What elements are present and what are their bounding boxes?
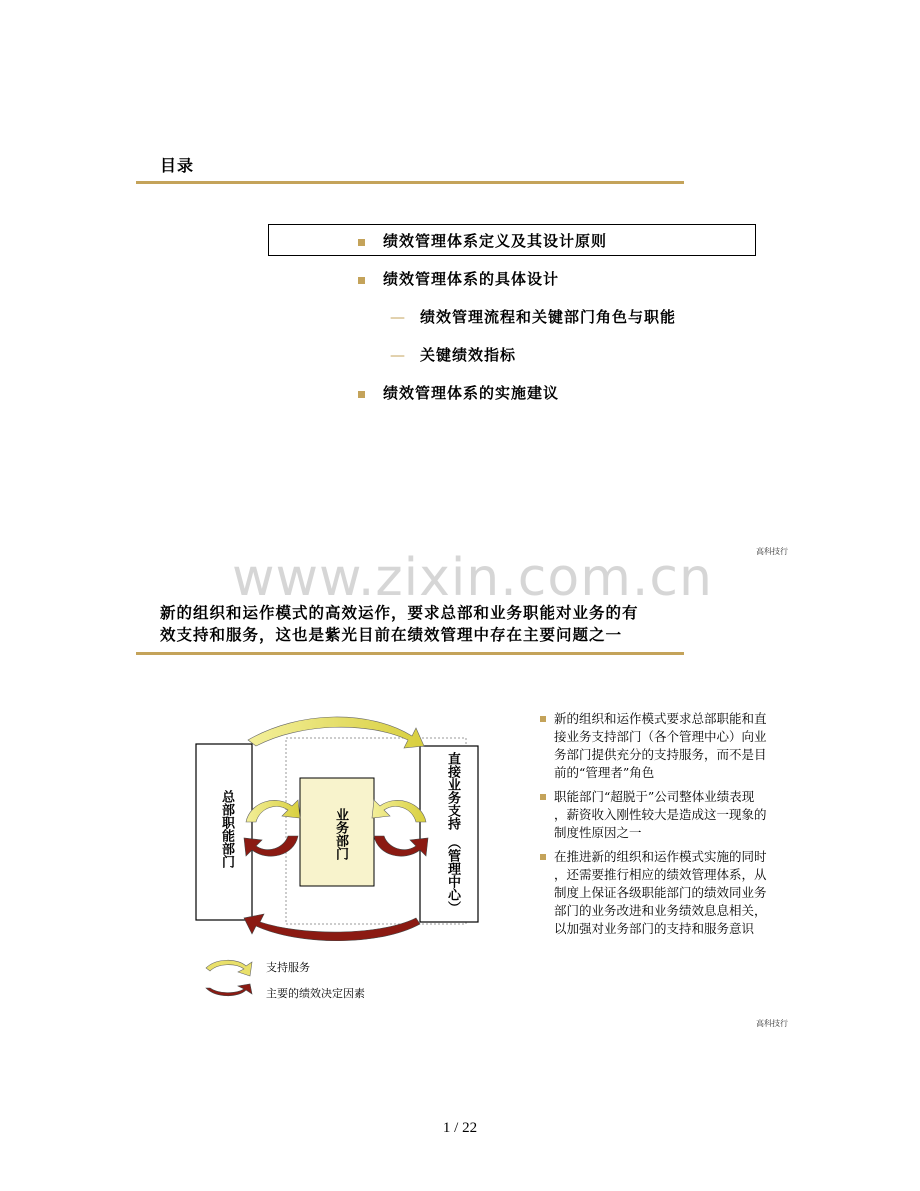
support-arrow-right xyxy=(372,800,426,822)
bullet-line: ，薪资收入刚性较大是造成这一现象的 xyxy=(554,807,767,822)
support-legend-icon xyxy=(206,960,252,976)
bullet-line: ，还需要推行相应的绩效管理体系，从 xyxy=(554,867,767,882)
business-unit-label: 业务部门 xyxy=(333,808,348,860)
toc-subitem-1[interactable]: — 绩效管理流程和关键部门角色与职能 xyxy=(390,308,677,326)
legend-support: 支持服务 xyxy=(266,961,310,974)
bullet-item-2 xyxy=(540,788,790,842)
bullet-line: 前的“管理者”角色 xyxy=(554,765,655,780)
support-arrow-top xyxy=(248,717,424,748)
dash-icon: — xyxy=(390,346,406,364)
slide1-footer: 高科技行 xyxy=(756,547,788,556)
bullet-line: 制度上保证各级职能部门的绩效同业务 xyxy=(554,885,767,900)
bullet-item-3 xyxy=(540,848,790,938)
legend-key-factor: 主要的绩效决定因素 xyxy=(266,987,365,1000)
bullet-line: 部门的业务改进和业务绩效息息相关， xyxy=(554,903,767,918)
support-arrow-left xyxy=(246,800,300,822)
bullet-line: 职能部门“超脱于”公司整体业绩表现 xyxy=(554,789,755,804)
bullet-icon xyxy=(540,854,546,860)
toc-subitem-2[interactable]: — 关键绩效指标 xyxy=(390,346,517,364)
bullet-line: 新的组织和运作模式要求总部职能和直 xyxy=(554,711,767,726)
toc-heading: 目录 xyxy=(160,156,195,175)
direct-support-label: 直接业务支持 xyxy=(445,752,460,830)
legend-icons xyxy=(204,958,254,1002)
page-number: 1 / 22 xyxy=(442,1120,478,1136)
slide2-title-line1: 新的组织和运作模式的高效运作，要求总部和业务职能对业务的有 xyxy=(160,603,639,622)
bullet-line: 接业务支持部门（各个管理中心）向业 xyxy=(554,729,767,744)
bullet-line: 在推进新的组织和运作模式实施的同时 xyxy=(554,849,767,864)
bullet-icon xyxy=(358,239,365,246)
bullet-icon xyxy=(540,794,546,800)
slide2-title xyxy=(160,602,700,646)
toc-item-1[interactable]: 绩效管理体系定义及其设计原则 xyxy=(358,230,607,251)
slide2-footer: 高科技行 xyxy=(756,1019,788,1028)
bullet-icon xyxy=(540,716,546,722)
toc-item-2[interactable]: 绩效管理体系的具体设计 xyxy=(358,268,559,289)
watermark: www.zixin.com.cn xyxy=(232,548,713,608)
bullet-line: 以加强对业务部门的支持和服务意识 xyxy=(554,921,755,936)
hq-function-label: 总部职能部门 xyxy=(219,790,234,868)
bullet-icon xyxy=(358,391,365,398)
bullet-icon xyxy=(358,277,365,284)
key-factor-legend-icon xyxy=(206,984,252,996)
management-center-label: （管理中心） xyxy=(445,836,460,914)
bullet-line: 务部门提供充分的支持服务，而不是目 xyxy=(554,747,767,762)
bullet-item-1 xyxy=(540,710,790,782)
toc-item-3[interactable]: 绩效管理体系的实施建议 xyxy=(358,382,559,403)
heading-rule xyxy=(136,181,684,184)
slide2-title-line2: 效支持和服务，这也是紫光目前在绩效管理中存在主要问题之一 xyxy=(160,625,623,644)
slide2-bullets xyxy=(540,710,790,944)
key-factor-arrow-bottom xyxy=(244,914,420,941)
slide2-title-rule xyxy=(136,652,684,655)
bullet-line: 制度性原因之一 xyxy=(554,825,642,840)
dash-icon: — xyxy=(390,308,406,326)
